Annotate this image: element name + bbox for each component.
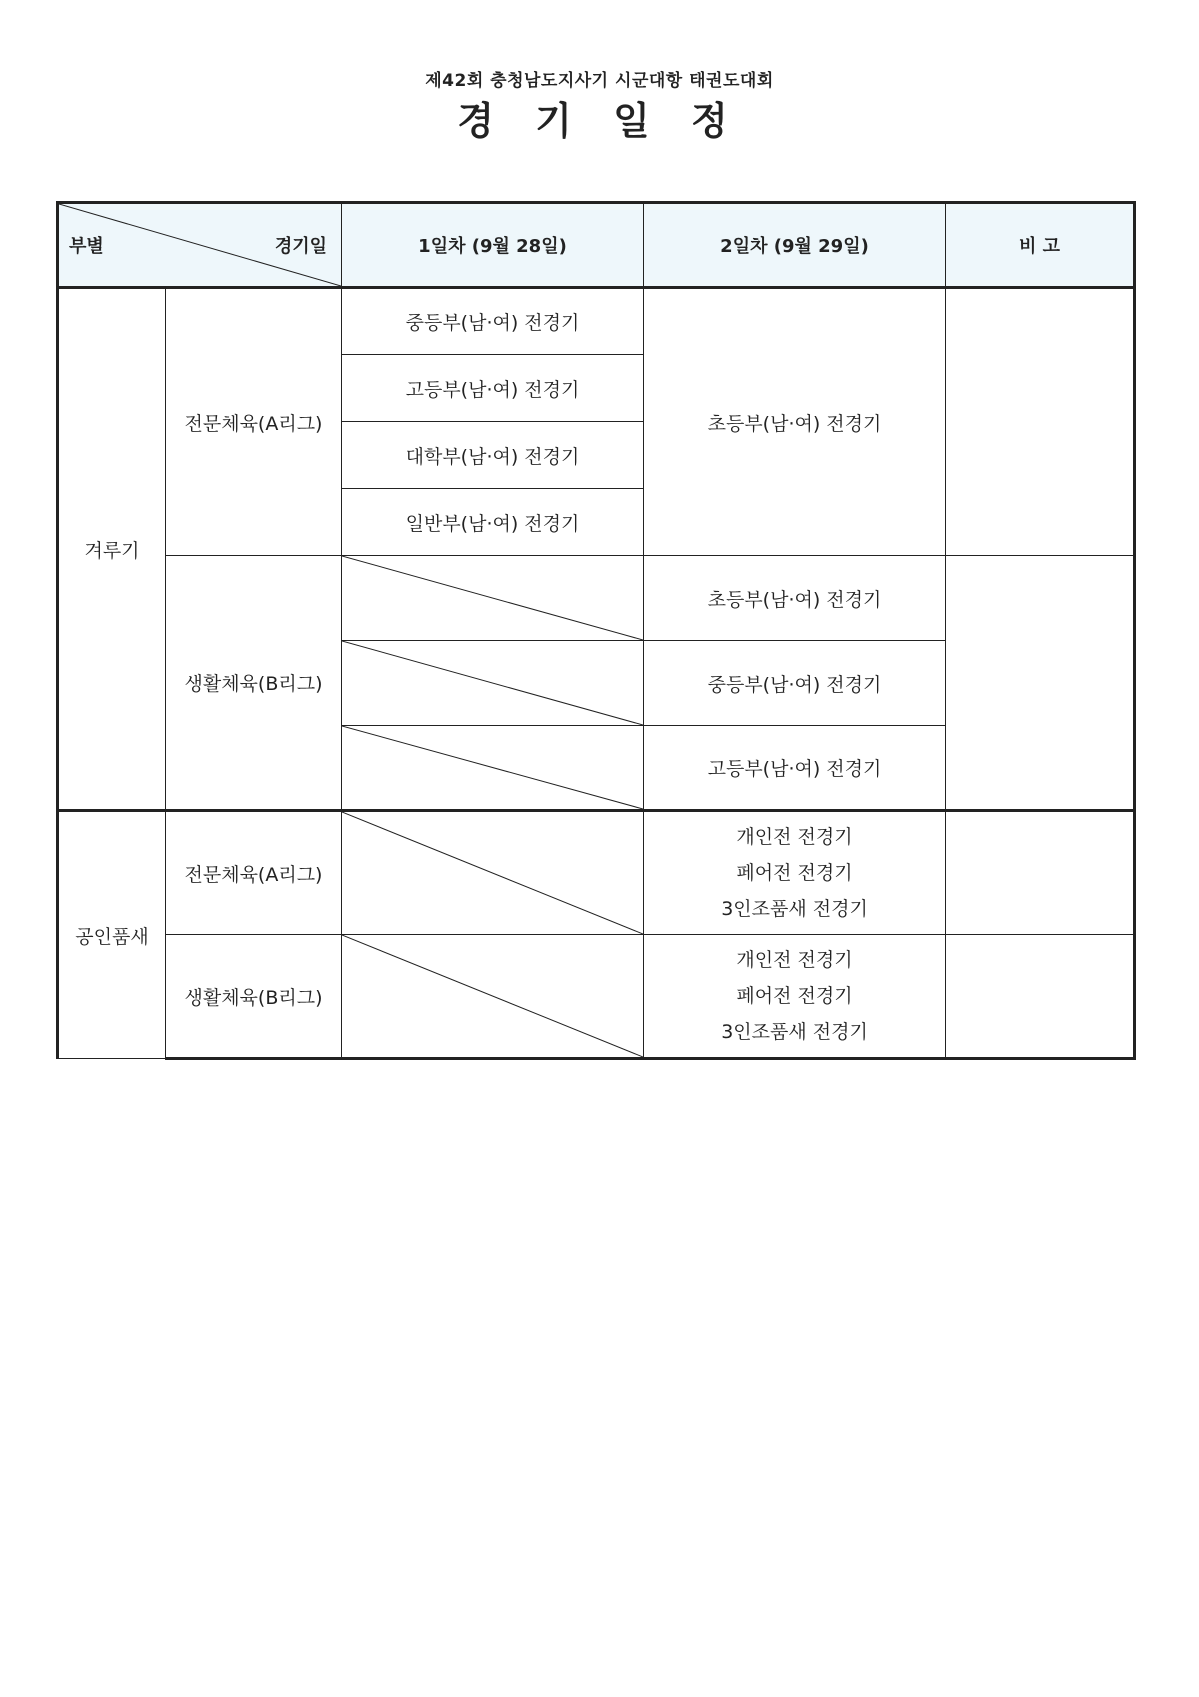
poomsae-b-day2-list xyxy=(644,935,946,1059)
day1-header: 1일차 (9월 28일) xyxy=(342,203,644,288)
poomsae-a-league-label: 전문체육(A리그) xyxy=(166,811,342,935)
list-item: 3인조품새 전경기 xyxy=(721,1021,868,1043)
kyorugi-b-day1-empty-cell xyxy=(342,726,644,811)
table-row xyxy=(58,811,1135,935)
kyorugi-category-cell: 겨루기 xyxy=(58,288,166,811)
empty-diagonal-line xyxy=(342,812,643,934)
kyorugi-a-day1-item: 대학부(남·여) 전경기 xyxy=(342,422,644,489)
kyorugi-a-remarks xyxy=(946,288,1135,556)
empty-diagonal-line xyxy=(342,935,643,1057)
document-title: 경 기 일 정 xyxy=(457,99,742,143)
list-item: 페어전 전경기 xyxy=(736,985,853,1007)
schedule-table xyxy=(56,201,1136,1060)
kyorugi-b-day2-item: 고등부(남·여) 전경기 xyxy=(644,726,946,811)
list-item: 개인전 전경기 xyxy=(736,949,853,971)
kyorugi-b-day1-empty-cell xyxy=(342,556,644,641)
table-row xyxy=(58,288,1135,355)
kyorugi-a-day1-item: 고등부(남·여) 전경기 xyxy=(342,355,644,422)
kyorugi-a-day1-item: 중등부(남·여) 전경기 xyxy=(342,288,644,355)
list-item: 개인전 전경기 xyxy=(736,826,853,848)
match-day-label: 경기일 xyxy=(274,236,327,257)
document-subtitle: 제42회 충청남도지사기 시군대항 태권도대회 xyxy=(425,71,774,91)
category-label: 부별 xyxy=(69,236,104,257)
kyorugi-a-day2-item: 초등부(남·여) 전경기 xyxy=(644,288,946,556)
poomsae-a-remarks xyxy=(946,811,1135,935)
day2-header: 2일차 (9월 29일) xyxy=(644,203,946,288)
list-item: 페어전 전경기 xyxy=(736,862,853,884)
poomsae-b-league-label: 생활체육(B리그) xyxy=(166,935,342,1059)
empty-diagonal-line xyxy=(342,641,643,725)
kyorugi-b-league-label: 생활체육(B리그) xyxy=(166,556,342,811)
poomsae-a-day2-list xyxy=(644,811,946,935)
remarks-header: 비 고 xyxy=(946,203,1135,288)
kyorugi-b-remarks xyxy=(946,556,1135,811)
poomsae-a-day1-empty-cell xyxy=(342,811,644,935)
kyorugi-b-day2-item: 초등부(남·여) 전경기 xyxy=(644,556,946,641)
table-row xyxy=(58,935,1135,1059)
kyorugi-b-day1-empty-cell xyxy=(342,641,644,726)
kyorugi-a-day1-item: 일반부(남·여) 전경기 xyxy=(342,489,644,556)
poomsae-b-remarks xyxy=(946,935,1135,1059)
table-header-row xyxy=(58,203,1135,288)
empty-diagonal-line xyxy=(342,556,643,640)
poomsae-category-cell: 공인품새 xyxy=(58,811,166,1059)
table-row xyxy=(58,556,1135,641)
kyorugi-b-day2-item: 중등부(남·여) 전경기 xyxy=(644,641,946,726)
kyorugi-a-league-label: 전문체육(A리그) xyxy=(166,288,342,556)
empty-diagonal-line xyxy=(342,726,643,809)
list-item: 3인조품새 전경기 xyxy=(721,898,868,920)
corner-header-cell xyxy=(58,203,342,288)
poomsae-b-day1-empty-cell xyxy=(342,935,644,1059)
